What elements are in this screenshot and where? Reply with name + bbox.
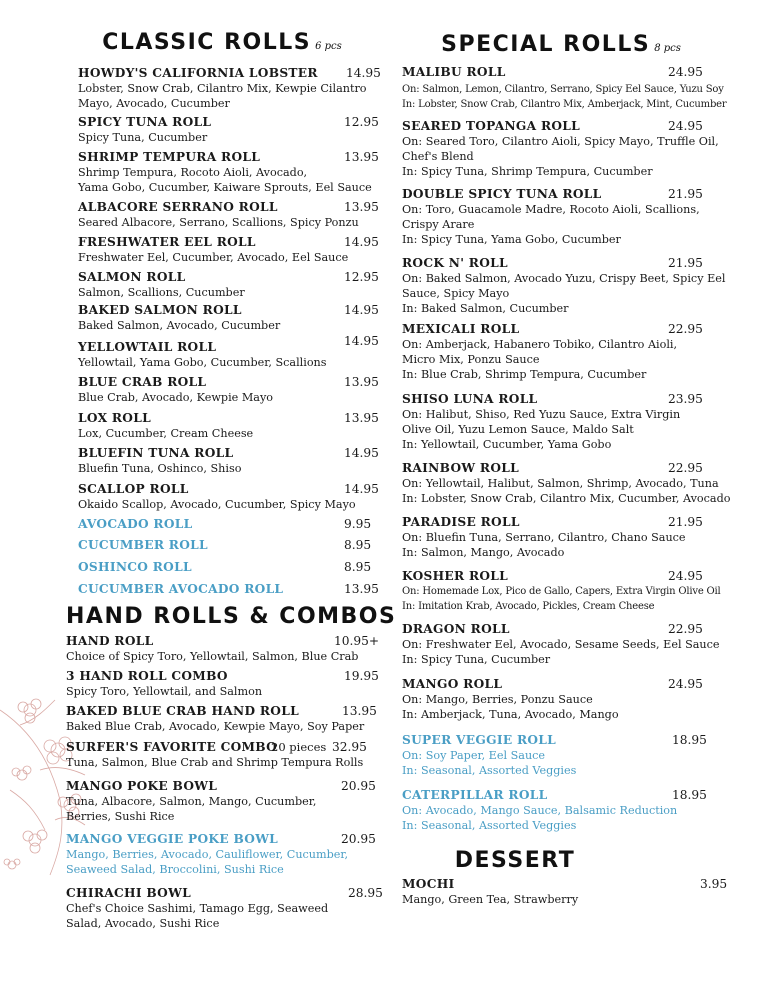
menu-item-description: Sauce, Spicy Mayo xyxy=(402,287,510,300)
menu-item-price: 14.95 xyxy=(344,334,379,348)
menu-item-row xyxy=(66,779,378,794)
menu-item-description: Freshwater Eel, Cucumber, Avocado, Eel Sauce xyxy=(78,251,349,264)
menu-item-price: 8.95 xyxy=(344,560,372,574)
menu-item-description: On: Toro, Guacamole Madre, Rocoto Aioli, Scallions, xyxy=(402,203,700,216)
menu-item-row xyxy=(402,622,720,637)
menu-item xyxy=(66,704,378,734)
menu-item-description: Spicy Toro, Yellowtail, and Salmon xyxy=(66,685,263,698)
menu-item-price: 13.95 xyxy=(344,582,379,596)
menu-item-name: MEXICALI ROLL xyxy=(402,322,520,336)
menu-item-row xyxy=(402,461,720,476)
menu-item-row xyxy=(402,119,720,134)
menu-item-price: 8.95 xyxy=(344,538,372,552)
menu-item-price: 9.95 xyxy=(344,517,372,531)
menu-item-description: In: Amberjack, Tuna, Avocado, Mango xyxy=(402,708,619,721)
menu-item-price: 21.95 xyxy=(668,256,703,270)
menu-item-price: 13.95 xyxy=(344,150,379,164)
menu-item-price: 24.95 xyxy=(668,569,703,583)
menu-item-description: Okaido Scallop, Avocado, Cucumber, Spicy Mayo xyxy=(78,498,356,511)
menu-item-description: Chef's Blend xyxy=(402,150,474,163)
menu-item-description: Mayo, Avocado, Cucumber xyxy=(78,97,230,110)
menu-item-name: YELLOWTAIL ROLL xyxy=(78,340,217,354)
menu-item-description: In: Baked Salmon, Cucumber xyxy=(402,302,569,315)
menu-item-row xyxy=(402,256,720,271)
menu-item xyxy=(78,115,390,145)
menu-item-description: Crispy Arare xyxy=(402,218,475,231)
menu-item-name: LOX ROLL xyxy=(78,411,151,425)
menu-item-name: KOSHER ROLL xyxy=(402,569,509,583)
menu-item xyxy=(78,560,390,575)
menu-item-description: Lox, Cucumber, Cream Cheese xyxy=(78,427,254,440)
menu-item-name: MOCHI xyxy=(402,877,455,891)
menu-item-price: 21.95 xyxy=(668,187,703,201)
menu-item xyxy=(78,200,390,230)
menu-item-name: ALBACORE SERRANO ROLL xyxy=(78,200,278,214)
classic-title xyxy=(66,30,378,55)
menu-item-description: Baked Blue Crab, Avocado, Kewpie Mayo, Soy Paper xyxy=(66,720,365,733)
menu-item-name: SCALLOP ROLL xyxy=(78,482,189,496)
menu-item-description: Berries, Sushi Rice xyxy=(66,810,175,823)
menu-item-price: 14.95 xyxy=(346,66,381,80)
menu-item-description: In: Seasonal, Assorted Veggies xyxy=(402,764,577,777)
menu-item-name: FRESHWATER EEL ROLL xyxy=(78,235,256,249)
menu-item-description: Yama Gobo, Cucumber, Kaiware Sprouts, Eel Sauce xyxy=(78,181,372,194)
menu-item-row xyxy=(402,65,720,80)
menu-item-name: BAKED BLUE CRAB HAND ROLL xyxy=(66,704,299,718)
menu-item xyxy=(402,877,728,907)
menu-item-description: On: Halibut, Shiso, Red Yuzu Sauce, Extra Virgin xyxy=(402,408,681,421)
menu-item xyxy=(78,482,390,512)
menu-item xyxy=(402,515,720,560)
menu-item-price: 24.95 xyxy=(668,677,703,691)
menu-item-name: SHRIMP TEMPURA ROLL xyxy=(78,150,261,164)
menu-item-name: SEARED TOPANGA ROLL xyxy=(402,119,581,133)
dessert-title xyxy=(402,848,628,873)
menu-item-row xyxy=(78,115,390,130)
menu-item-description: In: Salmon, Mango, Avocado xyxy=(402,546,565,559)
menu-item xyxy=(66,634,378,664)
menu-item-price: 12.95 xyxy=(344,115,379,129)
menu-item-price: 20.95 xyxy=(341,779,376,793)
menu-item xyxy=(78,538,390,553)
menu-item-description: Tuna, Salmon, Blue Crab and Shrimp Tempura Rolls xyxy=(66,756,364,769)
menu-item-name: CHIRACHI BOWL xyxy=(66,886,191,900)
hand-title-text: HAND ROLLS & COMBOS xyxy=(66,604,397,629)
menu-item-name: BLUE CRAB ROLL xyxy=(78,375,207,389)
menu-item-description: On: Yellowtail, Halibut, Salmon, Shrimp, Avocado, Tuna xyxy=(402,477,719,490)
menu-item xyxy=(402,65,727,112)
menu-item-name: DRAGON ROLL xyxy=(402,622,510,636)
menu-item-name: 3 HAND ROLL COMBO xyxy=(66,669,228,683)
menu-item xyxy=(78,411,390,441)
menu-item-description: On: Bluefin Tuna, Serrano, Cilantro, Chano Sauce xyxy=(402,531,686,544)
menu-item-price: 21.95 xyxy=(668,515,703,529)
menu-item-description: On: Homemade Lox, Pico de Gallo, Capers, Extra Virgin Olive Oil xyxy=(402,586,721,597)
menu-item-name: CATERPILLAR ROLL xyxy=(402,788,548,802)
menu-item-price: 23.95 xyxy=(668,392,703,406)
menu-item xyxy=(78,582,390,597)
menu-item-price: 28.95 xyxy=(348,886,383,900)
menu-item-price: 10.95+ xyxy=(334,634,380,648)
menu-item-description: On: Mango, Berries, Ponzu Sauce xyxy=(402,693,593,706)
menu-item-row xyxy=(402,677,720,692)
menu-item-description: Tuna, Albacore, Salmon, Mango, Cucumber, xyxy=(66,795,317,808)
menu-item-row xyxy=(402,733,720,748)
menu-item-name: MANGO VEGGIE POKE BOWL xyxy=(66,832,279,846)
menu-item-description: On: Seared Toro, Cilantro Aioli, Spicy Mayo, Truffle Oil, xyxy=(402,135,719,148)
menu-item xyxy=(402,461,731,506)
menu-item-price: 13.95 xyxy=(344,375,379,389)
menu-item xyxy=(402,187,720,247)
menu-item-note: 20 pieces xyxy=(271,740,327,754)
menu-item-price: 22.95 xyxy=(668,622,703,636)
menu-item-description: Seaweed Salad, Broccolini, Sushi Rice xyxy=(66,863,284,876)
menu-item xyxy=(402,622,720,667)
menu-item-name: OSHINCO ROLL xyxy=(78,560,192,574)
menu-item-description: Shrimp Tempura, Rocoto Aioli, Avocado, xyxy=(78,166,308,179)
dessert-title-text: DESSERT xyxy=(454,848,576,873)
menu-item-row xyxy=(78,482,390,497)
menu-item-price: 24.95 xyxy=(668,65,703,79)
menu-item-description: On: Baked Salmon, Avocado Yuzu, Crispy Beet, Spicy Eel xyxy=(402,272,726,285)
menu-item-row xyxy=(78,411,390,426)
menu-item-description: In: Yellowtail, Cucumber, Yama Gobo xyxy=(402,438,612,451)
menu-item-description: Micro Mix, Ponzu Sauce xyxy=(402,353,540,366)
menu-item-name: CUCUMBER AVOCADO ROLL xyxy=(78,582,284,596)
menu-item-row xyxy=(78,150,390,165)
menu-item xyxy=(78,375,390,405)
menu-item-description: Bluefin Tuna, Oshinco, Shiso xyxy=(78,462,242,475)
menu-item-price: 24.95 xyxy=(668,119,703,133)
menu-item-row xyxy=(402,322,720,337)
menu-item-name: MANGO POKE BOWL xyxy=(66,779,218,793)
menu-item-name: HAND ROLL xyxy=(66,634,154,648)
menu-item-price: 22.95 xyxy=(668,461,703,475)
menu-item xyxy=(402,392,720,452)
menu-item-name: SPICY TUNA ROLL xyxy=(78,115,212,129)
menu-item-description: In: Imitation Krab, Avocado, Pickles, Cream Cheese xyxy=(402,601,655,612)
menu-item-description: Olive Oil, Yuzu Lemon Sauce, Maldo Salt xyxy=(402,423,634,436)
menu-item-price: 22.95 xyxy=(668,322,703,336)
menu-item-description: Yellowtail, Yama Gobo, Cucumber, Scallions xyxy=(78,356,327,369)
menu-item-row xyxy=(78,200,390,215)
menu-item-description: On: Avocado, Mango Sauce, Balsamic Reduction xyxy=(402,804,678,817)
menu-item-description: In: Blue Crab, Shrimp Tempura, Cucumber xyxy=(402,368,647,381)
menu-item-row xyxy=(78,560,390,575)
menu-item-row xyxy=(402,877,728,892)
menu-item xyxy=(402,677,720,722)
menu-item-description: Spicy Tuna, Cucumber xyxy=(78,131,208,144)
menu-item-price: 32.95 xyxy=(332,740,367,754)
menu-item-row xyxy=(78,270,390,285)
menu-item-price: 12.95 xyxy=(344,270,379,284)
menu-item-row xyxy=(402,788,720,803)
menu-item-description: On: Salmon, Lemon, Cilantro, Serrano, Spicy Eel Sauce, Yuzu Soy xyxy=(402,84,724,95)
menu-item xyxy=(402,256,726,316)
menu-item-price: 19.95 xyxy=(344,669,379,683)
menu-item-description: Mango, Green Tea, Strawberry xyxy=(402,893,579,906)
menu-item xyxy=(78,446,390,476)
menu-item-row xyxy=(78,303,390,318)
menu-item xyxy=(66,832,378,877)
menu-item-row xyxy=(402,392,720,407)
menu-item-price: 13.95 xyxy=(344,411,379,425)
menu-item-name: PARADISE ROLL xyxy=(402,515,520,529)
menu-item-name: CUCUMBER ROLL xyxy=(78,538,208,552)
menu-item-price: 14.95 xyxy=(344,303,379,317)
menu-item xyxy=(402,322,720,382)
menu-item xyxy=(78,270,390,300)
menu-item-description: In: Seasonal, Assorted Veggies xyxy=(402,819,577,832)
menu-item-name: MANGO ROLL xyxy=(402,677,503,691)
menu-item-description: Choice of Spicy Toro, Yellowtail, Salmon, Blue Crab xyxy=(66,650,359,663)
menu-item-row xyxy=(78,235,390,250)
menu-item-name: BAKED SALMON ROLL xyxy=(78,303,242,317)
menu-item-price: 13.95 xyxy=(342,704,377,718)
menu-item-name: ROCK N' ROLL xyxy=(402,256,508,270)
classic-title-sub: 6 pcs xyxy=(315,41,342,52)
menu-item-description: On: Amberjack, Habanero Tobiko, Cilantro Aioli, xyxy=(402,338,678,351)
menu-item xyxy=(66,886,383,931)
menu-item-price: 14.95 xyxy=(344,446,379,460)
menu-item-row xyxy=(78,446,390,461)
menu-item-row xyxy=(66,669,378,684)
menu-item-price: 18.95 xyxy=(672,788,707,802)
menu-item-description: In: Spicy Tuna, Yama Gobo, Cucumber xyxy=(402,233,621,246)
menu-item-row xyxy=(78,582,390,597)
menu-item-row xyxy=(402,187,720,202)
menu-item-name: AVOCADO ROLL xyxy=(78,517,193,531)
menu-item-description: On: Soy Paper, Eel Sauce xyxy=(402,749,546,762)
menu-item-description: Seared Albacore, Serrano, Scallions, Spicy Ponzu xyxy=(78,216,359,229)
menu-item xyxy=(402,569,720,614)
menu-item-name: BLUEFIN TUNA ROLL xyxy=(78,446,234,460)
menu-item-price: 20.95 xyxy=(341,832,376,846)
menu-item-row xyxy=(66,704,378,719)
menu-item-row xyxy=(78,538,390,553)
menu-item-description: Mango, Berries, Avocado, Cauliflower, Cucumber, xyxy=(66,848,349,861)
menu-item xyxy=(78,303,390,333)
menu-item-name: SUPER VEGGIE ROLL xyxy=(402,733,557,747)
menu-item xyxy=(78,235,390,265)
menu-item-price: 18.95 xyxy=(672,733,707,747)
classic-title-text: CLASSIC ROLLS xyxy=(102,30,312,55)
special-title-sub: 8 pcs xyxy=(654,43,681,54)
menu-item-price: 14.95 xyxy=(344,235,379,249)
menu-item-name: DOUBLE SPICY TUNA ROLL xyxy=(402,187,602,201)
menu-item-name: SURFER'S FAVORITE COMBO xyxy=(66,740,278,754)
menu-item-price: 14.95 xyxy=(344,482,379,496)
hand-title xyxy=(66,604,397,629)
menu-item xyxy=(66,740,378,770)
menu-item-description: In: Spicy Tuna, Cucumber xyxy=(402,653,551,666)
menu-item-description: Lobster, Snow Crab, Cilantro Mix, Kewpie Cilantro xyxy=(78,82,367,95)
menu-item-row xyxy=(66,832,378,847)
menu-item-row xyxy=(78,375,390,390)
menu-item-name: RAINBOW ROLL xyxy=(402,461,519,475)
menu-item-description: In: Spicy Tuna, Shrimp Tempura, Cucumber xyxy=(402,165,653,178)
special-title xyxy=(402,32,720,57)
menu-item-description: In: Lobster, Snow Crab, Cilantro Mix, Amberjack, Mint, Cucumber xyxy=(402,99,727,110)
menu-item-name: SHISO LUNA ROLL xyxy=(402,392,538,406)
menu-item-row xyxy=(66,740,378,755)
menu-item xyxy=(402,788,720,833)
menu-item xyxy=(402,119,720,179)
menu-item-description: Salmon, Scallions, Cucumber xyxy=(78,286,245,299)
menu-item-row xyxy=(78,517,390,532)
menu-item-price: 13.95 xyxy=(344,200,379,214)
menu-item-name: SALMON ROLL xyxy=(78,270,186,284)
menu-item-name: HOWDY'S CALIFORNIA LOBSTER xyxy=(78,66,318,80)
menu-item xyxy=(78,334,390,370)
menu-item-name: MALIBU ROLL xyxy=(402,65,506,79)
menu-item-price: 3.95 xyxy=(700,877,728,891)
menu-item-description: In: Lobster, Snow Crab, Cilantro Mix, Cucumber, Avocado xyxy=(402,492,731,505)
special-title-text: SPECIAL ROLLS xyxy=(441,32,651,57)
menu-item-description: Baked Salmon, Avocado, Cucumber xyxy=(78,319,281,332)
menu-item-description: Blue Crab, Avocado, Kewpie Mayo xyxy=(78,391,274,404)
menu-item-row xyxy=(78,334,390,355)
menu-item-row xyxy=(402,569,720,584)
menu-item-row xyxy=(66,886,383,901)
menu-item xyxy=(402,733,720,778)
menu-item-row xyxy=(78,66,390,81)
menu-item-row xyxy=(66,634,378,649)
menu-item xyxy=(66,779,378,824)
menu-item xyxy=(78,150,390,195)
menu-item-description: Salad, Avocado, Sushi Rice xyxy=(66,917,220,930)
menu-item xyxy=(66,669,378,699)
menu-item-row xyxy=(402,515,720,530)
menu-item-description: Chef's Choice Sashimi, Tamago Egg, Seaweed xyxy=(66,902,329,915)
menu-item xyxy=(78,66,390,111)
menu-item xyxy=(78,517,390,532)
menu-item-description: On: Freshwater Eel, Avocado, Sesame Seeds, Eel Sauce xyxy=(402,638,720,651)
